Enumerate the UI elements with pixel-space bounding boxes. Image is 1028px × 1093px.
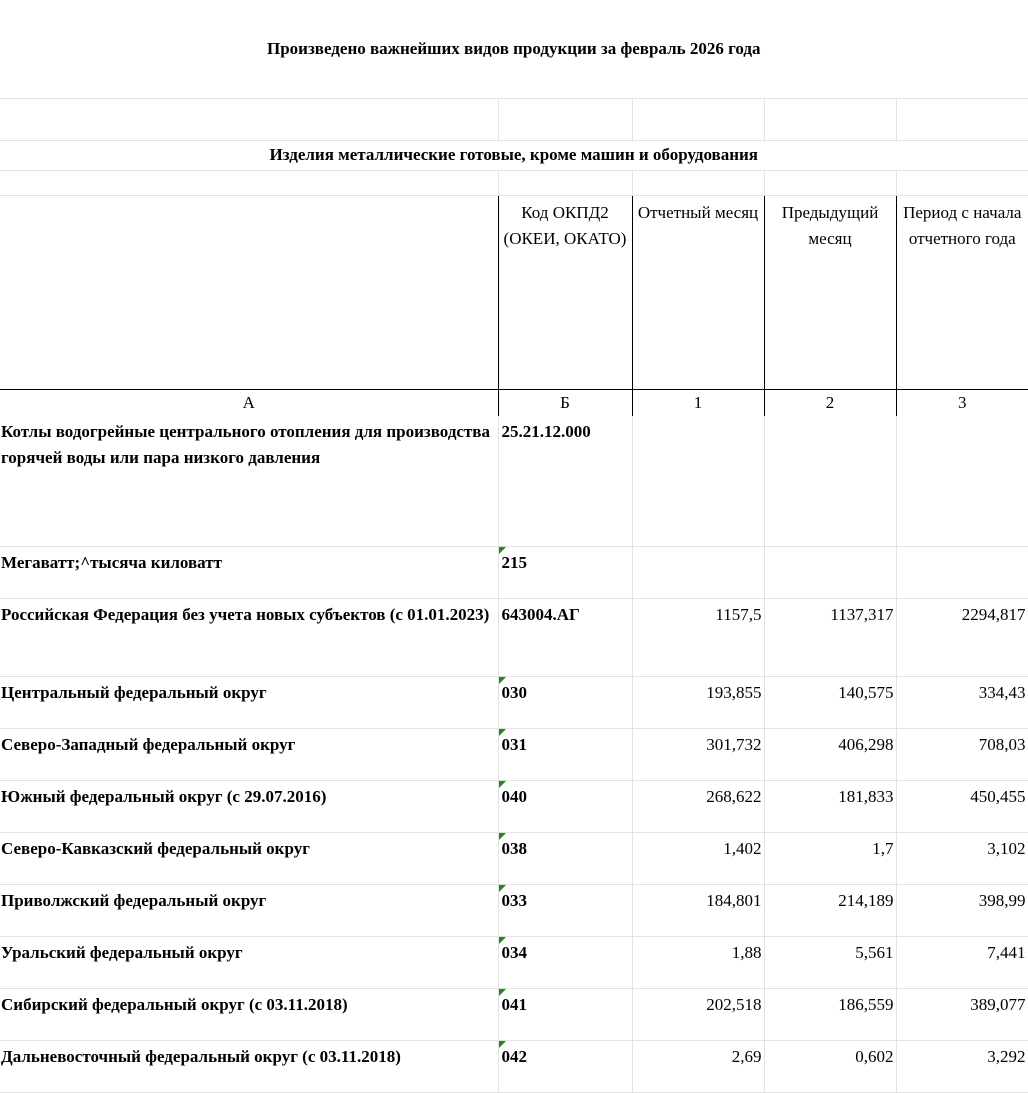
unit-row <box>0 547 1028 599</box>
previous-month-value[interactable]: 0,602 <box>764 1041 896 1093</box>
column-letter[interactable]: А <box>0 389 498 416</box>
region-code[interactable]: 040 <box>498 781 632 833</box>
region-name[interactable]: Северо-Западный федеральный округ <box>0 729 498 781</box>
region-code[interactable]: 033 <box>498 885 632 937</box>
cell[interactable] <box>632 98 764 140</box>
region-name[interactable]: Приволжский федеральный округ <box>0 885 498 937</box>
period-value[interactable]: 7,441 <box>896 937 1028 989</box>
cell[interactable] <box>632 170 764 195</box>
region-name[interactable]: Северо-Кавказский федеральный округ <box>0 833 498 885</box>
table-row <box>0 781 1028 833</box>
region-name[interactable]: Сибирский федеральный округ (с 03.11.2018) <box>0 989 498 1041</box>
current-month-value[interactable]: 1,88 <box>632 937 764 989</box>
region-code[interactable]: 038 <box>498 833 632 885</box>
column-letters-row <box>0 389 1028 416</box>
period-value[interactable]: 2294,817 <box>896 599 1028 677</box>
region-name[interactable]: Дальневосточный федеральный округ (с 03.11.2018) <box>0 1041 498 1093</box>
unit-code[interactable]: 215 <box>498 547 632 599</box>
product-code[interactable]: 25.21.12.000 <box>498 416 632 547</box>
cell[interactable] <box>498 170 632 195</box>
header-period[interactable]: Период с начала отчетного года <box>896 195 1028 389</box>
previous-month-value[interactable]: 1,7 <box>764 833 896 885</box>
period-value[interactable]: 708,03 <box>896 729 1028 781</box>
current-month-value[interactable]: 268,622 <box>632 781 764 833</box>
cell[interactable] <box>0 98 498 140</box>
table-row <box>0 885 1028 937</box>
column-letter[interactable]: 3 <box>896 389 1028 416</box>
region-code[interactable]: 031 <box>498 729 632 781</box>
header-empty[interactable] <box>0 195 498 389</box>
region-code[interactable]: 030 <box>498 677 632 729</box>
previous-month-value[interactable]: 214,189 <box>764 885 896 937</box>
current-month-value[interactable]: 202,518 <box>632 989 764 1041</box>
period-value[interactable]: 398,99 <box>896 885 1028 937</box>
region-code[interactable]: 034 <box>498 937 632 989</box>
previous-month-value[interactable]: 5,561 <box>764 937 896 989</box>
region-code[interactable]: 042 <box>498 1041 632 1093</box>
product-name[interactable]: Котлы водогрейные центрального отопления для производства горячей воды или пара низкого давления <box>0 416 498 547</box>
current-month-value[interactable]: 301,732 <box>632 729 764 781</box>
region-name[interactable]: Российская Федерация без учета новых субъектов (с 01.01.2023) <box>0 599 498 677</box>
header-previous-month[interactable]: Предыдущий месяц <box>764 195 896 389</box>
section-title[interactable]: Изделия металлические готовые, кроме машин и оборудования <box>0 140 1028 170</box>
subtitle-row <box>0 140 1028 170</box>
table-row <box>0 599 1028 677</box>
current-month-value[interactable]: 1,402 <box>632 833 764 885</box>
cell[interactable] <box>0 170 498 195</box>
product-row <box>0 416 1028 547</box>
region-name[interactable]: Центральный федеральный округ <box>0 677 498 729</box>
spacer-row <box>0 98 1028 140</box>
previous-month-value[interactable]: 406,298 <box>764 729 896 781</box>
cell[interactable] <box>632 547 764 599</box>
cell[interactable] <box>764 98 896 140</box>
region-name[interactable]: Южный федеральный округ (с 29.07.2016) <box>0 781 498 833</box>
column-letter[interactable]: 2 <box>764 389 896 416</box>
cell[interactable] <box>896 547 1028 599</box>
column-letter[interactable]: 1 <box>632 389 764 416</box>
spacer-row <box>0 170 1028 195</box>
table-row <box>0 833 1028 885</box>
table-row <box>0 677 1028 729</box>
current-month-value[interactable]: 184,801 <box>632 885 764 937</box>
region-name[interactable]: Уральский федеральный округ <box>0 937 498 989</box>
current-month-value[interactable]: 1157,5 <box>632 599 764 677</box>
report-title[interactable]: Произведено важнейших видов продукции за февраль 2026 года <box>0 0 1028 98</box>
table-row <box>0 989 1028 1041</box>
cell[interactable] <box>896 416 1028 547</box>
table-row <box>0 729 1028 781</box>
unit-name[interactable]: Мегаватт;^тысяча киловатт <box>0 547 498 599</box>
previous-month-value[interactable]: 140,575 <box>764 677 896 729</box>
region-code[interactable]: 041 <box>498 989 632 1041</box>
cell[interactable] <box>764 547 896 599</box>
previous-month-value[interactable]: 1137,317 <box>764 599 896 677</box>
region-code[interactable]: 643004.АГ <box>498 599 632 677</box>
cell[interactable] <box>764 170 896 195</box>
cell[interactable] <box>498 98 632 140</box>
period-value[interactable]: 389,077 <box>896 989 1028 1041</box>
current-month-value[interactable]: 193,855 <box>632 677 764 729</box>
table-row <box>0 937 1028 989</box>
previous-month-value[interactable]: 181,833 <box>764 781 896 833</box>
title-row <box>0 0 1028 98</box>
cell[interactable] <box>896 98 1028 140</box>
current-month-value[interactable]: 2,69 <box>632 1041 764 1093</box>
table-row <box>0 1041 1028 1093</box>
period-value[interactable]: 3,292 <box>896 1041 1028 1093</box>
header-current-month[interactable]: Отчетный месяц <box>632 195 764 389</box>
cell[interactable] <box>896 170 1028 195</box>
period-value[interactable]: 334,43 <box>896 677 1028 729</box>
header-code[interactable]: Код ОКПД2 (ОКЕИ, ОКАТО) <box>498 195 632 389</box>
header-row <box>0 195 1028 389</box>
cell[interactable] <box>764 416 896 547</box>
period-value[interactable]: 450,455 <box>896 781 1028 833</box>
previous-month-value[interactable]: 186,559 <box>764 989 896 1041</box>
column-letter[interactable]: Б <box>498 389 632 416</box>
cell[interactable] <box>632 416 764 547</box>
period-value[interactable]: 3,102 <box>896 833 1028 885</box>
